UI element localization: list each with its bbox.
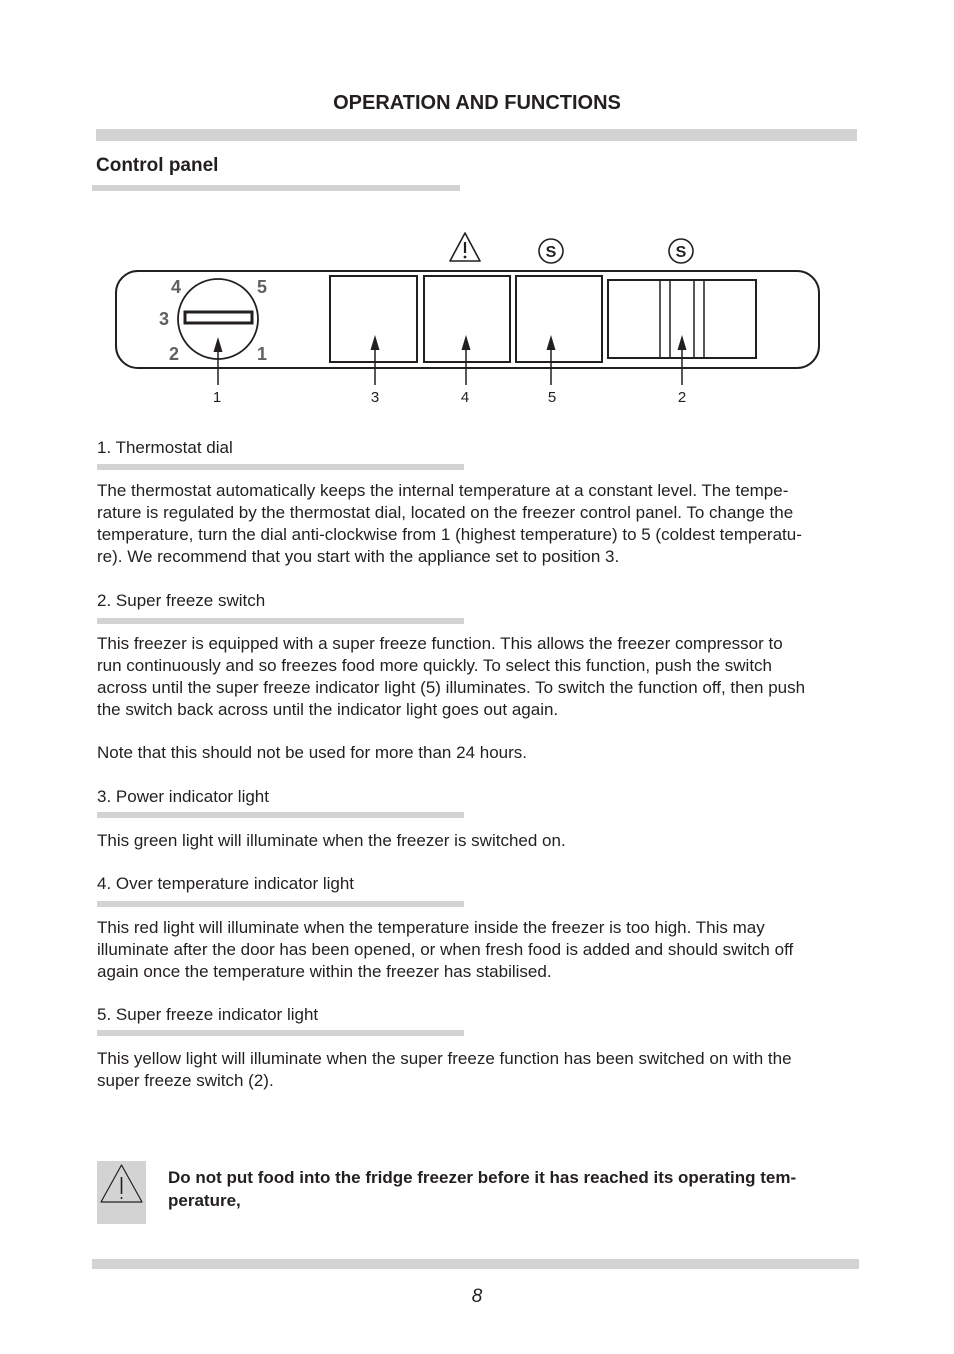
text-line: illuminate after the door has been opened, or when fresh food is added and should switch off (97, 940, 794, 959)
text-line: This red light will illuminate when the temperature inside the freezer is too high. This may (97, 918, 765, 937)
section-title: Control panel (96, 155, 219, 176)
text-line: the switch back across until the indicator light goes out again. (97, 700, 559, 719)
section-heading-power-light: 3. Power indicator light (97, 787, 269, 806)
callout-arrow-5 (547, 335, 556, 385)
section-heading-over-temperature: 4. Over temperature indicator light (97, 874, 355, 893)
section-heading-super-freeze-light: 5. Super freeze indicator light (97, 1005, 319, 1024)
text-line: This freezer is equipped with a super freeze function. This allows the freezer compressor to (97, 634, 783, 653)
paragraph-super-freeze-light (97, 1048, 859, 1092)
symbol-s-label: S (545, 244, 557, 261)
heading-rule (97, 901, 464, 907)
dial-number-4: 4 (170, 277, 182, 297)
warning-text (168, 1166, 854, 1212)
text-line: rature is regulated by the thermostat dial, located on the freezer control panel. To change the (97, 503, 794, 522)
symbol-s-label: S (675, 244, 687, 261)
callout-arrow-4 (462, 335, 471, 385)
paragraph-super-freeze-switch (97, 633, 859, 721)
paragraph-thermostat (97, 480, 859, 568)
text-line: This yellow light will illuminate when the super freeze function has been switched on with the (97, 1049, 792, 1068)
heading-rule (97, 464, 464, 470)
callout-label-3: 3 (370, 389, 380, 406)
warning-symbol-icon (450, 233, 480, 261)
text-line: Do not put food into the fridge freezer before it has reached its operating tem- (168, 1168, 797, 1187)
text-line: This green light will illuminate when the freezer is switched on. (97, 831, 566, 850)
text-line: run continuously and so freezes food more quickly. To select this function, push the switch (97, 656, 773, 675)
dial-number-2: 2 (168, 344, 180, 364)
callout-label-4: 4 (460, 389, 470, 406)
page-title: OPERATION AND FUNCTIONS (333, 92, 621, 114)
heading-rule (97, 618, 464, 624)
callout-arrow-1 (214, 337, 223, 385)
paragraph-note: Note that this should not be used for more than 24 hours. (97, 743, 527, 762)
section-heading-super-freeze-switch: 2. Super freeze switch (97, 591, 266, 610)
page-number: 8 (471, 1286, 483, 1307)
text-line: super freeze switch (2). (97, 1071, 274, 1090)
paragraph-power-light (97, 830, 859, 852)
text-line: temperature, turn the dial anti-clockwise from 1 (highest temperature) to 5 (coldest temperatu- (97, 525, 802, 544)
text-line: across until the super freeze indicator light (5) illuminates. To switch the function off, then push (97, 678, 806, 697)
callout-arrow-3 (371, 335, 380, 385)
super-freeze-symbol-icon (539, 239, 563, 263)
warning-box (97, 1161, 146, 1224)
super-freeze-indicator-box (516, 276, 602, 362)
control-panel-diagram (0, 0, 954, 420)
dial-number-5: 5 (256, 277, 268, 297)
super-freeze-switch-symbol-icon (669, 239, 693, 263)
text-line: The thermostat automatically keeps the internal temperature at a constant level. The tempe- (97, 481, 789, 500)
text-line: re). We recommend that you start with the appliance set to position 3. (97, 547, 620, 566)
heading-rule (97, 1030, 464, 1036)
footer-rule (92, 1259, 859, 1269)
callout-label-5: 5 (547, 389, 557, 406)
heading-rule (97, 812, 464, 818)
text-line: perature, (168, 1191, 241, 1210)
paragraph-over-temperature (97, 917, 859, 983)
panel-outline (116, 271, 819, 368)
callout-label-1: 1 (212, 389, 222, 406)
warning-triangle-icon (97, 1161, 146, 1224)
callout-arrow-2 (678, 335, 687, 385)
callout-label-2: 2 (677, 389, 687, 406)
dial-number-1: 1 (256, 344, 268, 364)
text-line: again once the temperature within the freezer has stabilised. (97, 962, 552, 981)
dial-number-3: 3 (158, 309, 170, 329)
section-heading-thermostat: 1. Thermostat dial (97, 438, 233, 457)
